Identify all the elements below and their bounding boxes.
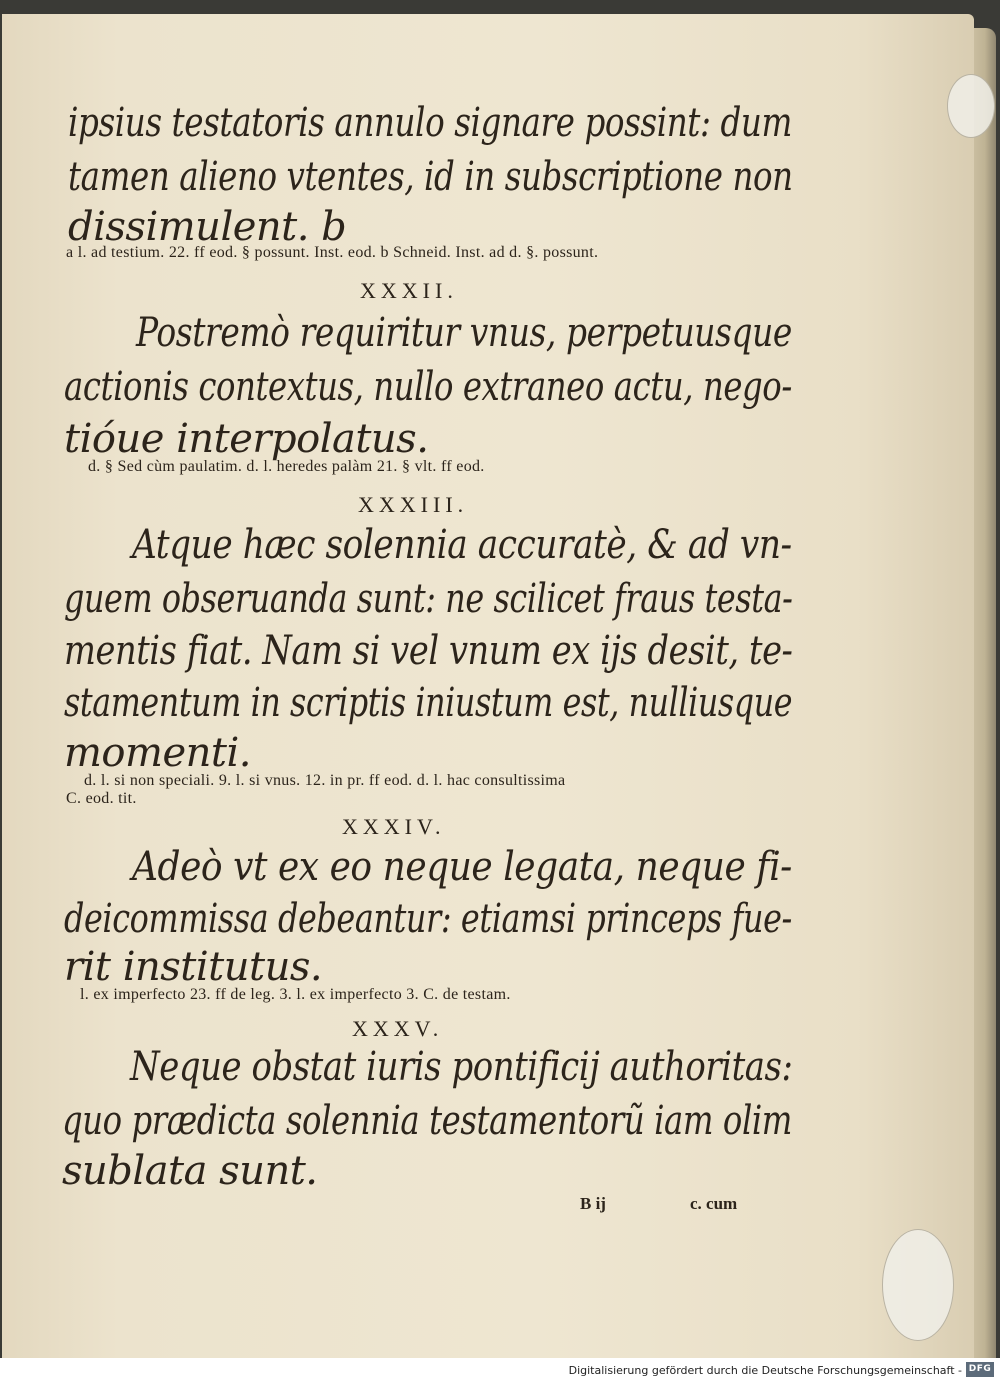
text-line: stamentum in scriptis iniustum est, nulliusque — [64, 680, 793, 726]
dfg-logo: DFG — [966, 1362, 994, 1377]
section-heading: XXXIII. — [358, 492, 469, 517]
section-heading: XXXV. — [352, 1016, 444, 1041]
text-line: deicommissa debeantur: etiamsi princeps fue- — [64, 896, 792, 942]
text-line: Adeò vt ex eo neque legata, neque fi- — [132, 844, 792, 890]
footnote: a l. ad testium. 22. ff eod. § possunt. Inst. eod. b Schneid. Inst. ad d. §. possunt. — [66, 244, 599, 261]
text-line: tamen alieno vtentes, id in subscriptione non — [68, 154, 793, 200]
text-line: Neque obstat iuris pontificij authoritas: — [130, 1044, 793, 1090]
signature-mark: B ij — [580, 1194, 606, 1213]
catchword: c. cum — [690, 1194, 738, 1213]
text-line: Postremò requiritur vnus, perpetuusque — [136, 310, 792, 356]
text-line: mentis fiat. Nam si vel vnum ex ijs desit, te- — [64, 628, 793, 674]
text-line: quo prædicta solennia testamentorũ iam olim — [62, 1098, 792, 1144]
text-line: sublata sunt. — [62, 1148, 318, 1194]
footnote: d. § Sed cùm paulatim. d. l. heredes palàm 21. § vlt. ff eod. — [88, 458, 485, 475]
text-line: guem obseruanda sunt: ne scilicet fraus testa- — [64, 576, 793, 622]
footer-credit: Digitalisierung gefördert durch die Deutsche Forschungsgemeinschaft - — [568, 1364, 962, 1377]
footnote: C. eod. tit. — [66, 790, 137, 807]
text-line: momenti. — [64, 730, 251, 776]
text-line: tióue interpolatus. — [64, 416, 429, 462]
text-line: rit institutus. — [64, 944, 323, 990]
section-heading: XXXIV. — [342, 814, 446, 839]
section-heading: XXXII. — [360, 278, 458, 303]
footer-bar — [0, 1358, 1000, 1384]
text-line: dissimulent. b — [68, 204, 347, 250]
footnote: d. l. si non speciali. 9. l. si vnus. 12. in pr. ff eod. d. l. hac consultissima — [84, 772, 566, 789]
text-line: actionis contextus, nullo extraneo actu, nego- — [64, 364, 792, 410]
page-text — [2, 14, 974, 1358]
text-line: Atque hæc solennia accuratè, & ad vn- — [132, 522, 792, 568]
book-page — [2, 14, 974, 1358]
footnote: l. ex imperfecto 23. ff de leg. 3. l. ex imperfecto 3. C. de testam. — [80, 986, 511, 1003]
text-line: ipsius testatoris annulo signare possint: dum — [68, 100, 792, 146]
